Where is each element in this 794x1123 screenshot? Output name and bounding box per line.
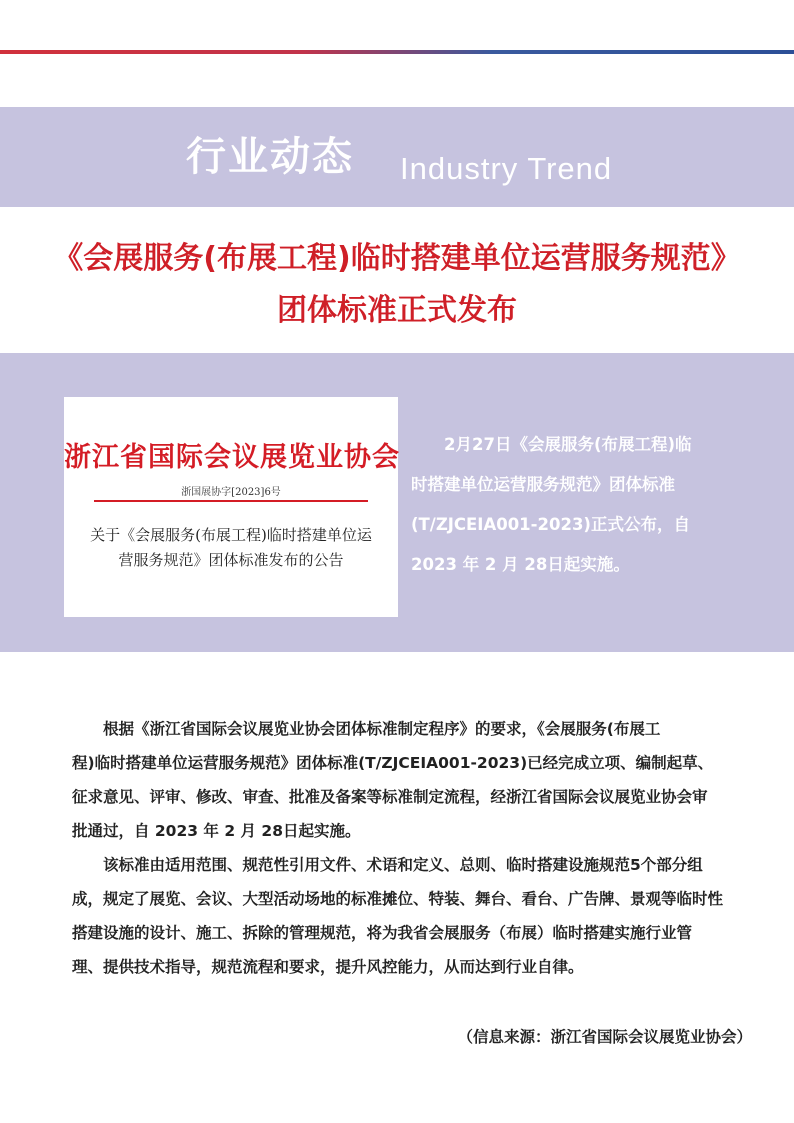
body-paragraph-2-line-1: 该标准由适用范围、规范性引用文件、术语和定义、总则、临时搭建设施规范5个部分组: [72, 856, 703, 874]
section-title-chinese: 行业动态: [186, 134, 354, 180]
body-paragraph-2-line-2: 成，规定了展览、会议、大型活动场地的标准摊位、特装、舞台、看台、广告牌、景观等临时性: [72, 890, 724, 908]
notice-red-rule: [94, 500, 368, 502]
article-body: [72, 712, 752, 984]
notice-doc-number: 浙国展协字[2023]6号: [181, 487, 281, 498]
notice-document-image: [64, 397, 398, 617]
body-paragraph-1-line-3: 征求意见、评审、修改、审查、批准及备案等标准制定流程，经浙江省国际会议展览业协会审: [72, 788, 708, 806]
notice-heading-line-2: 营服务规范》团体标准发布的公告: [118, 551, 344, 569]
headline-line-1: 《会展服务(布展工程)临时搭建单位运营服务规范》: [53, 241, 741, 276]
body-paragraph-2-line-4: 理、提供技术指导，规范流程和要求，提升风控能力，从而达到行业自律。: [72, 958, 584, 976]
section-title-english: Industry Trend: [400, 151, 613, 186]
notice-org-name: 浙江省国际会议展览业协会: [64, 442, 400, 473]
section-banner: [0, 107, 794, 207]
intro-line-1: 2月27日《会展服务(布展工程)临: [411, 435, 692, 454]
body-paragraph-1-line-1: 根据《浙江省国际会议展览业协会团体标准制定程序》的要求，《会展服务(布展工: [72, 720, 661, 738]
body-paragraph-1-line-4: 批通过，自 2023 年 2 月 28日起实施。: [72, 822, 361, 840]
intro-summary: [411, 425, 751, 585]
body-paragraph-1-line-2: 程)临时搭建单位运营服务规范》团体标准(T/ZJCEIA001-2023)已经完成立项、编制起草、: [72, 754, 714, 772]
notice-heading-line-1: 关于《会展服务(布展工程)临时搭建单位运: [90, 526, 372, 544]
notice-heading: [64, 523, 398, 573]
top-color-rule: [0, 50, 794, 54]
intro-line-4: 2023 年 2 月 28日起实施。: [411, 555, 630, 574]
source-credit: （信息来源：浙江省国际会议展览业协会）: [457, 1028, 752, 1046]
intro-line-2: 时搭建单位运营服务规范》团体标准: [411, 475, 675, 494]
headline-line-2: 团体标准正式发布: [277, 293, 517, 328]
intro-line-3: (T/ZJCEIA001-2023)正式公布，自: [411, 515, 690, 534]
article-headline: [0, 233, 794, 337]
body-paragraph-2-line-3: 搭建设施的设计、施工、拆除的管理规范，将为我省会展服务（布展）临时搭建实施行业管: [72, 924, 693, 942]
